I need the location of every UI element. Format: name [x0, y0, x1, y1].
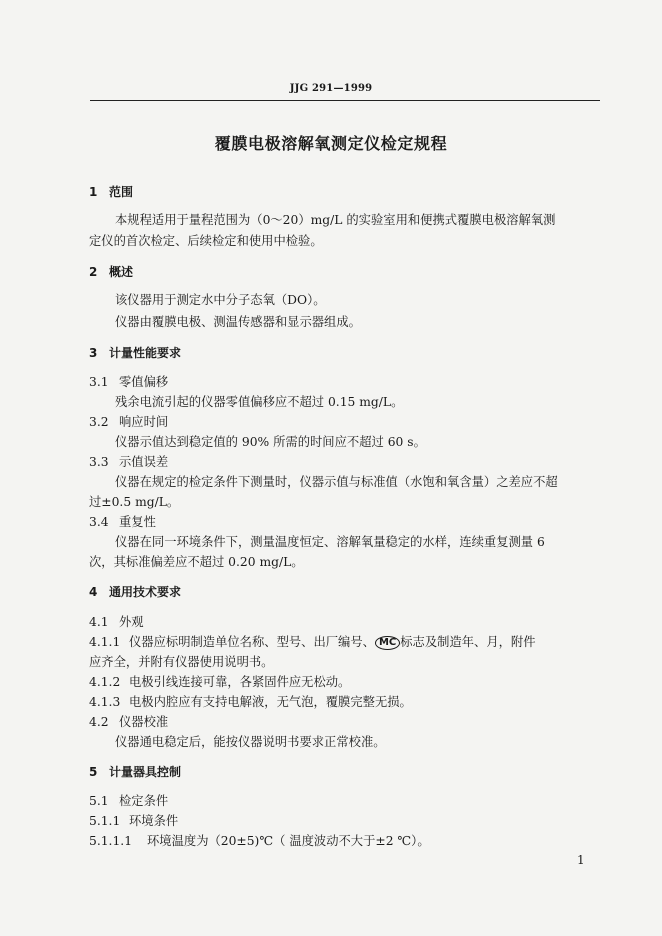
section-3-heading [89, 343, 600, 363]
section-1-heading [89, 182, 600, 202]
clause-text: 标志及制造年、月，附件 [400, 635, 536, 649]
section-2-heading [89, 262, 600, 282]
subsection-number: 3.3 [89, 455, 109, 469]
paragraph-line: 仪器在规定的检定条件下测量时，仪器示值与标准值（水饱和氧含量）之差应不超 [115, 475, 558, 489]
section-title: 概述 [109, 265, 134, 279]
subsection-number: 3.2 [89, 415, 109, 429]
subsection-number: 4.1 [89, 615, 109, 629]
section-4-heading [89, 582, 600, 602]
clause-text: 仪器应标明制造单位名称、型号、出厂编号、 [129, 635, 375, 649]
subsection-3-3-heading [89, 452, 600, 472]
subsection-3-1-heading [89, 372, 600, 392]
subsection-title: 重复性 [119, 515, 156, 529]
subsection-number: 3.4 [89, 515, 109, 529]
clause-number: 4.1.1 [89, 635, 121, 649]
section-title: 通用技术要求 [109, 585, 182, 599]
paragraph-line: 过±0.5 mg/L。 [89, 495, 180, 509]
clause-text: 环境温度为（20±5)℃（ 温度波动不大于±2 ℃）。 [147, 834, 430, 848]
clause-4-1-1 [89, 632, 600, 652]
section-number: 3 [89, 346, 98, 360]
document-title: 覆膜电极溶解氧测定仪检定规程 [214, 134, 448, 153]
clause-number: 4.1.2 [89, 675, 121, 689]
subsection-title: 仪器校准 [119, 715, 169, 729]
paragraph-line: 残余电流引起的仪器零值偏移应不超过 0.15 mg/L。 [115, 395, 404, 409]
section-5-heading [89, 762, 600, 782]
paragraph-line: 仪器通电稳定后，能按仪器说明书要求正常校准。 [115, 735, 386, 749]
subsection-title: 响应时间 [119, 415, 169, 429]
clause-text: 电极引线连接可靠，各紧固件应无松动。 [129, 675, 351, 689]
subsection-title: 示值误差 [119, 455, 169, 469]
clause-5-1-1-1 [89, 831, 600, 851]
clause-4-1-3 [89, 692, 600, 712]
paragraph-line: 仪器示值达到稳定值的 90% 所需的时间应不超过 60 s。 [115, 435, 426, 449]
section-number: 2 [89, 265, 98, 279]
subsection-title: 外观 [119, 615, 144, 629]
paragraph-line: 仪器由覆膜电极、测温传感器和显示器组成。 [115, 315, 361, 329]
clause-number: 4.1.3 [89, 695, 121, 709]
section-number: 4 [89, 585, 98, 599]
subsection-5-1-heading [89, 791, 600, 811]
mc-metrology-mark: MC [375, 636, 400, 650]
paragraph-line: 定仪的首次检定、后续检定和使用中检验。 [89, 234, 323, 248]
paragraph-line: 该仪器用于测定水中分子态氧（DO）。 [115, 293, 326, 307]
paragraph-line: 应齐全，并附有仪器使用说明书。 [89, 655, 274, 669]
subsection-5-1-1-heading [89, 811, 600, 831]
paragraph-line: 仪器在同一环境条件下，测量温度恒定、溶解氧量稳定的水样，连续重复测量 6 [115, 535, 545, 549]
subsection-3-2-heading [89, 412, 600, 432]
subsection-title: 零值偏移 [119, 375, 169, 389]
subsection-title: 检定条件 [119, 794, 169, 808]
section-title: 计量器具控制 [109, 765, 182, 779]
section-title: 计量性能要求 [109, 346, 182, 360]
section-number: 1 [89, 185, 98, 199]
subsection-number: 5.1 [89, 794, 109, 808]
paragraph-line: 次，其标准偏差应不超过 0.20 mg/L。 [89, 555, 304, 569]
subsection-number: 5.1.1 [89, 814, 121, 828]
subsection-number: 4.2 [89, 715, 109, 729]
running-header: JJG 291—1999 [289, 83, 373, 94]
section-title: 范围 [109, 185, 134, 199]
section-number: 5 [89, 765, 98, 779]
clause-number: 5.1.1.1 [89, 834, 133, 848]
subsection-title: 环境条件 [129, 814, 179, 828]
subsection-3-4-heading [89, 512, 600, 532]
clause-text: 电极内腔应有支持电解液，无气泡，覆膜完整无损。 [129, 695, 412, 709]
clause-4-1-2 [89, 672, 600, 692]
subsection-number: 3.1 [89, 375, 109, 389]
paragraph-line: 本规程适用于量程范围为（0～20）mg/L 的实验室用和便携式覆膜电极溶解氧测 [115, 213, 556, 227]
subsection-4-1-heading [89, 612, 600, 632]
page-number: 1 [577, 853, 585, 867]
subsection-4-2-heading [89, 712, 600, 732]
header-rule [90, 100, 600, 101]
